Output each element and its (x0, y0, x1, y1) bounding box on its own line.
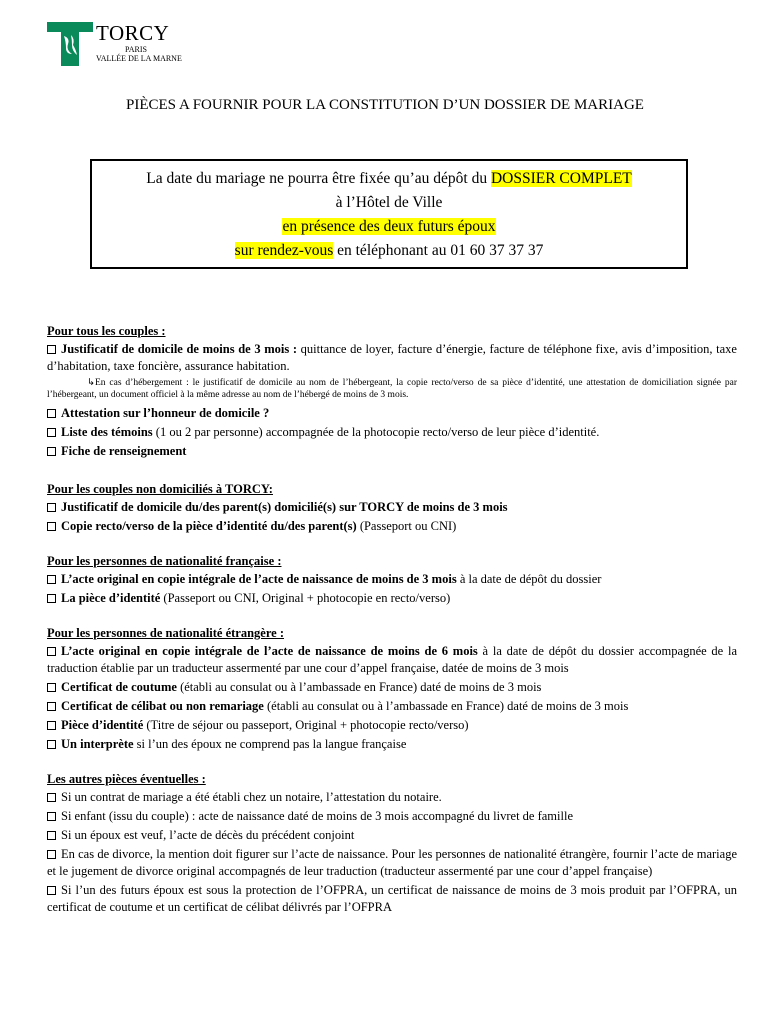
notice-highlight-dossier: DOSSIER COMPLET (490, 170, 632, 187)
item-bold: Fiche de renseignement (61, 444, 187, 458)
hebergement-note (47, 377, 737, 401)
checkbox-icon (47, 740, 56, 749)
list-item (47, 341, 737, 375)
item-text: Si un époux est veuf, l’acte de décès du précédent conjoint (61, 828, 355, 842)
list-item (47, 643, 737, 677)
checkbox-icon (47, 886, 56, 895)
list-item (47, 846, 737, 880)
notice-line-3 (92, 215, 686, 239)
logo-name: TORCY (96, 21, 170, 45)
item-text: à la date de dépôt du dossier (456, 572, 602, 586)
logo-subtitle-vallee: VALLÉE DE LA MARNE (96, 54, 182, 63)
item-bold: Certificat de célibat ou non remariage (61, 699, 264, 713)
item-bold: L’acte original en copie intégrale de l’acte de naissance de moins de 3 mois (61, 572, 457, 586)
section-heading: Pour les couples non domiciliés à TORCY: (47, 482, 273, 496)
item-bold: Justificatif de domicile de moins de 3 mois : (61, 342, 298, 356)
notice-highlight-rdv: sur rendez-vous (234, 242, 334, 259)
checkbox-icon (47, 831, 56, 840)
list-item (47, 571, 737, 588)
checkbox-icon (47, 447, 56, 456)
list-item (47, 789, 737, 806)
notice-text: La date du mariage ne pourra être fixée qu’au dépôt du (146, 170, 491, 187)
section-tous-couples (47, 323, 737, 460)
list-item (47, 698, 737, 715)
item-bold: Copie recto/verso de la pièce d’identité du/des parent(s) (61, 519, 357, 533)
item-bold: L’acte original en copie intégrale de l’acte de naissance de moins de 6 mois (61, 644, 478, 658)
logo-subtitle-paris: PARIS (125, 45, 147, 54)
item-bold: Certificat de coutume (61, 680, 177, 694)
document-title: PIÈCES A FOURNIR POUR LA CONSTITUTION D’UN DOSSIER DE MARIAGE (126, 97, 644, 113)
checkbox-icon (47, 702, 56, 711)
item-text: à la date de dépôt du dossier accompagnée de la traduction établie par un traducteur assermenté par une cour d’appel française, datée de moins de 3 mois (47, 644, 737, 675)
list-item (47, 518, 737, 535)
list-item (47, 717, 737, 734)
section-nationalite-francaise (47, 553, 737, 607)
item-text: Si l’un des futurs époux est sous la protection de l’OFPRA, un certificat de naissance de moins de 3 mois produit par l’OFPRA, un certificat de coutume et un certificat de célibat délivrés par l’OFPRA (47, 883, 737, 914)
item-bold: Justificatif de domicile du/des parent(s) domicilié(s) sur TORCY de moins de 3 mois (61, 500, 508, 514)
section-heading: Pour les personnes de nationalité étrangère : (47, 626, 285, 640)
checkbox-icon (47, 683, 56, 692)
item-text: (Passeport ou CNI) (356, 519, 457, 533)
item-bold: Attestation sur l’honneur de domicile ? (61, 406, 270, 420)
notice-box (90, 159, 688, 269)
item-text: En cas de divorce, la mention doit figurer sur l’acte de naissance. Pour les personnes de nationalité étrangère, fournir l’acte de mariage et le jugement de divorce original accompagnés de leur traduction (traducteur assermenté par une cour d’appel française) (47, 847, 737, 878)
notice-phone-text: en téléphonant au 01 60 37 37 37 (333, 242, 544, 259)
item-text: (Titre de séjour ou passeport, Original + photocopie recto/verso) (143, 718, 469, 732)
item-bold: Un interprète (61, 737, 134, 751)
section-nationalite-etrangere (47, 625, 737, 753)
item-text: quittance de loyer, facture d’énergie, facture de téléphone fixe, avis d’imposition, taxe d’habitation, taxe foncière, assurance habitation. (47, 342, 737, 373)
list-item (47, 590, 737, 607)
list-item (47, 736, 737, 753)
arrow-icon: ↳ (87, 378, 95, 388)
list-item (47, 443, 737, 460)
list-item (47, 808, 737, 825)
item-text: Si un contrat de mariage a été établi chez un notaire, l’attestation du notaire. (61, 790, 442, 804)
list-item (47, 679, 737, 696)
notice-line-4 (92, 239, 686, 263)
torcy-logo (47, 22, 207, 68)
note-text: En cas d’hébergement : le justificatif de domicile au nom de l’hébergeant, la copie recto/verso de sa pièce d’identité, une attestation de domiciliation signée par l’hébergeant, un document officiel à la même adresse au nom de l’hébergé de moins de 3 mois. (47, 378, 737, 400)
list-item (47, 827, 737, 844)
checkbox-icon (47, 812, 56, 821)
list-item (47, 405, 737, 422)
notice-highlight-presence: en présence des deux futurs époux (282, 218, 496, 235)
notice-line-1 (92, 167, 686, 191)
section-heading: Les autres pièces éventuelles : (47, 772, 206, 786)
item-text: si l’un des époux ne comprend pas la langue française (133, 737, 407, 751)
section-autres-pieces (47, 771, 737, 916)
checkbox-icon (47, 793, 56, 802)
item-text: (établi au consulat ou à l’ambassade en France) daté de moins de 3 mois (263, 699, 629, 713)
checkbox-icon (47, 345, 56, 354)
checkbox-icon (47, 428, 56, 437)
section-non-domicilies (47, 481, 737, 535)
checkbox-icon (47, 522, 56, 531)
checkbox-icon (47, 850, 56, 859)
checkbox-icon (47, 503, 56, 512)
list-item (47, 882, 737, 916)
list-item (47, 499, 737, 516)
checkbox-icon (47, 647, 56, 656)
checkbox-icon (47, 409, 56, 418)
item-bold: Liste des témoins (61, 425, 153, 439)
item-text: (Passeport ou CNI, Original + photocopie en recto/verso) (160, 591, 451, 605)
checkbox-icon (47, 721, 56, 730)
section-heading: Pour les personnes de nationalité française : (47, 554, 282, 568)
torcy-logo-mark (47, 22, 93, 66)
section-heading: Pour tous les couples : (47, 324, 166, 338)
item-bold: Pièce d’identité (61, 718, 144, 732)
item-bold: La pièce d’identité (61, 591, 161, 605)
item-text: (établi au consulat ou à l’ambassade en France) daté de moins de 3 mois (176, 680, 542, 694)
item-text: (1 ou 2 par personne) accompagnée de la photocopie recto/verso de leur pièce d’identité. (152, 425, 600, 439)
list-item (47, 424, 737, 441)
checkbox-icon (47, 575, 56, 584)
item-text: Si enfant (issu du couple) : acte de naissance daté de moins de 3 mois accompagné du livret de famille (61, 809, 573, 823)
notice-line-2: à l’Hôtel de Ville (335, 194, 443, 211)
checkbox-icon (47, 594, 56, 603)
document-body (47, 323, 737, 934)
